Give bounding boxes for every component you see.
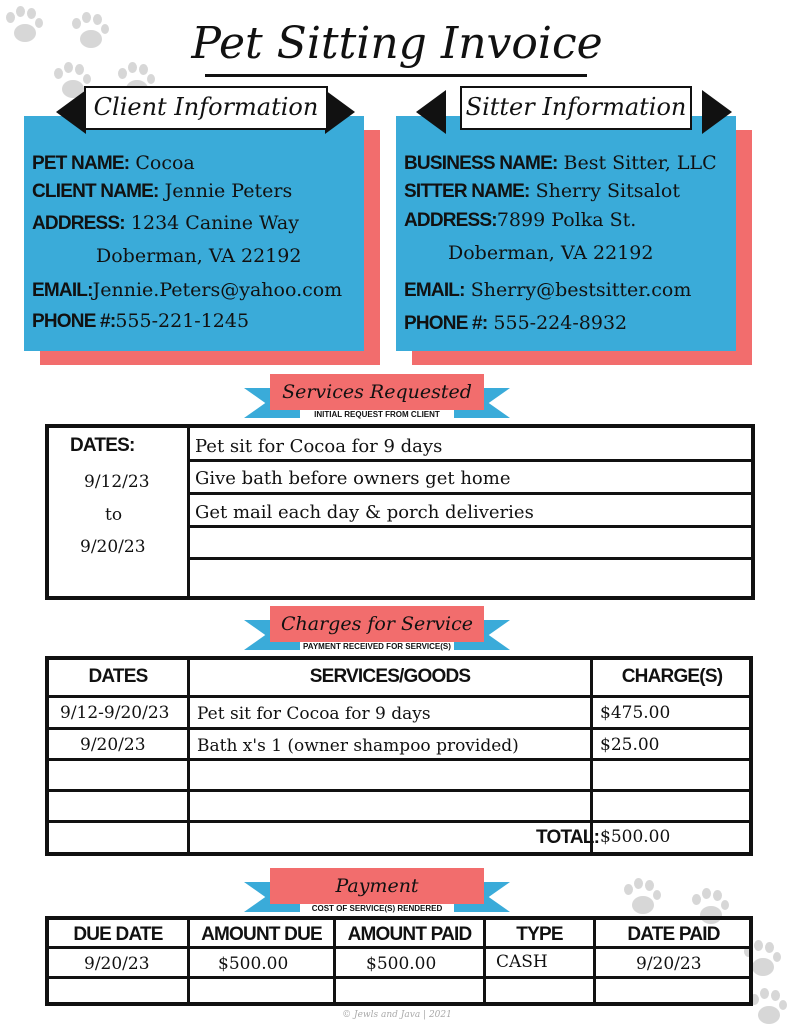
charges-col-dates: DATES bbox=[88, 666, 148, 687]
pet-name-value: Cocoa bbox=[135, 152, 195, 174]
client-pet-name-row bbox=[32, 152, 195, 175]
services-row-line bbox=[189, 459, 753, 462]
sitter-address-line2: Doberman, VA 22192 bbox=[448, 242, 654, 264]
page-title: Pet Sitting Invoice bbox=[191, 18, 603, 69]
business-name-label: BUSINESS NAME: bbox=[404, 153, 558, 174]
payment-type: CASH bbox=[496, 952, 548, 972]
payment-amount-paid: $500.00 bbox=[366, 954, 437, 974]
charges-row-line bbox=[47, 695, 751, 698]
charge-row-date: 9/20/23 bbox=[80, 735, 146, 755]
client-address-label: ADDRESS: bbox=[32, 213, 125, 234]
payment-col-due-date: DUE DATE bbox=[73, 924, 163, 945]
client-name-row bbox=[32, 180, 292, 203]
sitter-address-row bbox=[404, 209, 636, 232]
sitter-name-value: Sherry Sitsalot bbox=[535, 180, 680, 202]
client-email-label: EMAIL: bbox=[32, 280, 93, 301]
charges-total-value: $500.00 bbox=[600, 827, 671, 847]
sitter-business-row bbox=[404, 152, 717, 175]
services-row-line bbox=[189, 492, 753, 495]
payment-col-date-paid: DATE PAID bbox=[627, 924, 720, 945]
client-heading: Client Information bbox=[84, 86, 328, 130]
payment-amount-due: $500.00 bbox=[218, 954, 289, 974]
charges-subheading: PAYMENT RECEIVED FOR SERVICE(S) bbox=[300, 642, 454, 654]
client-address-line1: 1234 Canine Way bbox=[130, 212, 299, 234]
client-phone-label: PHONE #: bbox=[32, 311, 116, 332]
paw-print-icon bbox=[748, 988, 788, 1028]
sitter-phone-row bbox=[404, 312, 627, 335]
payment-date-paid: 9/20/23 bbox=[636, 954, 702, 974]
sitter-address-line1: 7899 Polka St. bbox=[496, 209, 637, 231]
title-underline bbox=[205, 74, 587, 77]
client-phone-value: 555-221-1245 bbox=[115, 310, 250, 332]
charges-total-label: TOTAL: bbox=[536, 827, 600, 848]
client-phone-row bbox=[32, 310, 249, 333]
sitter-phone-label: PHONE #: bbox=[404, 313, 488, 334]
charge-row-service: Bath x's 1 (owner shampoo provided) bbox=[197, 736, 519, 756]
sitter-name-label: SITTER NAME: bbox=[404, 181, 530, 202]
charges-row-line bbox=[47, 727, 751, 730]
services-row-line bbox=[189, 557, 753, 560]
sitter-name-row bbox=[404, 180, 680, 203]
services-date-to: 9/20/23 bbox=[80, 537, 146, 557]
services-dates-label: DATES: bbox=[70, 435, 135, 456]
charge-row-amount: $25.00 bbox=[600, 735, 660, 755]
sitter-email-label: EMAIL: bbox=[404, 280, 465, 301]
footer-credit: © Jewls and Java | 2021 bbox=[342, 1010, 452, 1020]
payment-row-line bbox=[47, 976, 751, 979]
services-requested-subheading: INITIAL REQUEST FROM CLIENT bbox=[300, 410, 454, 422]
business-name-value: Best Sitter, LLC bbox=[563, 152, 717, 174]
charges-col-services: SERVICES/GOODS bbox=[309, 666, 471, 687]
services-date-from: 9/12/23 bbox=[84, 472, 150, 492]
paw-print-icon bbox=[622, 878, 662, 918]
sitter-address-label: ADDRESS: bbox=[404, 210, 497, 231]
service-request-item: Pet sit for Cocoa for 9 days bbox=[195, 436, 443, 457]
sitter-email-row bbox=[404, 279, 691, 302]
service-request-item: Get mail each day & porch deliveries bbox=[195, 502, 534, 523]
client-address-row bbox=[32, 212, 299, 235]
services-requested-heading: Services Requested bbox=[270, 374, 484, 410]
payment-row-line bbox=[47, 946, 751, 949]
service-request-item: Give bath before owners get home bbox=[195, 468, 511, 489]
client-address-line2: Doberman, VA 22192 bbox=[96, 245, 302, 267]
charges-row-line bbox=[47, 758, 751, 761]
client-name-value: Jennie Peters bbox=[164, 180, 293, 202]
charges-heading: Charges for Service bbox=[270, 606, 484, 642]
client-name-label: CLIENT NAME: bbox=[32, 181, 159, 202]
sitter-phone-value: 555-224-8932 bbox=[493, 312, 628, 334]
services-divider bbox=[187, 426, 190, 598]
charge-row-date: 9/12-9/20/23 bbox=[60, 703, 170, 723]
client-email-value: Jennie.Peters@yahoo.com bbox=[92, 279, 343, 301]
payment-col-type: TYPE bbox=[516, 924, 563, 945]
payment-subheading: COST OF SERVICE(S) RENDERED bbox=[300, 904, 454, 916]
payment-heading: Payment bbox=[270, 868, 484, 904]
payment-col-amount-due: AMOUNT DUE bbox=[201, 924, 322, 945]
client-email-row bbox=[32, 279, 342, 302]
charges-row-line bbox=[47, 789, 751, 792]
client-ribbon-tail-right bbox=[325, 90, 355, 134]
client-ribbon-tail-left bbox=[56, 90, 86, 134]
charges-col-charges: CHARGE(S) bbox=[621, 666, 723, 687]
payment-due-date: 9/20/23 bbox=[84, 954, 150, 974]
charge-row-amount: $475.00 bbox=[600, 703, 671, 723]
sitter-email-value: Sherry@bestsitter.com bbox=[470, 279, 692, 301]
sitter-heading: Sitter Information bbox=[460, 86, 692, 130]
charges-row-line bbox=[47, 820, 751, 823]
charge-row-service: Pet sit for Cocoa for 9 days bbox=[197, 704, 431, 724]
sitter-ribbon-tail-right bbox=[702, 90, 732, 134]
payment-col-amount-paid: AMOUNT PAID bbox=[347, 924, 472, 945]
services-date-to-word: to bbox=[105, 505, 123, 525]
pet-name-label: PET NAME: bbox=[32, 153, 130, 174]
sitter-ribbon-tail-left bbox=[416, 90, 446, 134]
services-row-line bbox=[189, 525, 753, 528]
